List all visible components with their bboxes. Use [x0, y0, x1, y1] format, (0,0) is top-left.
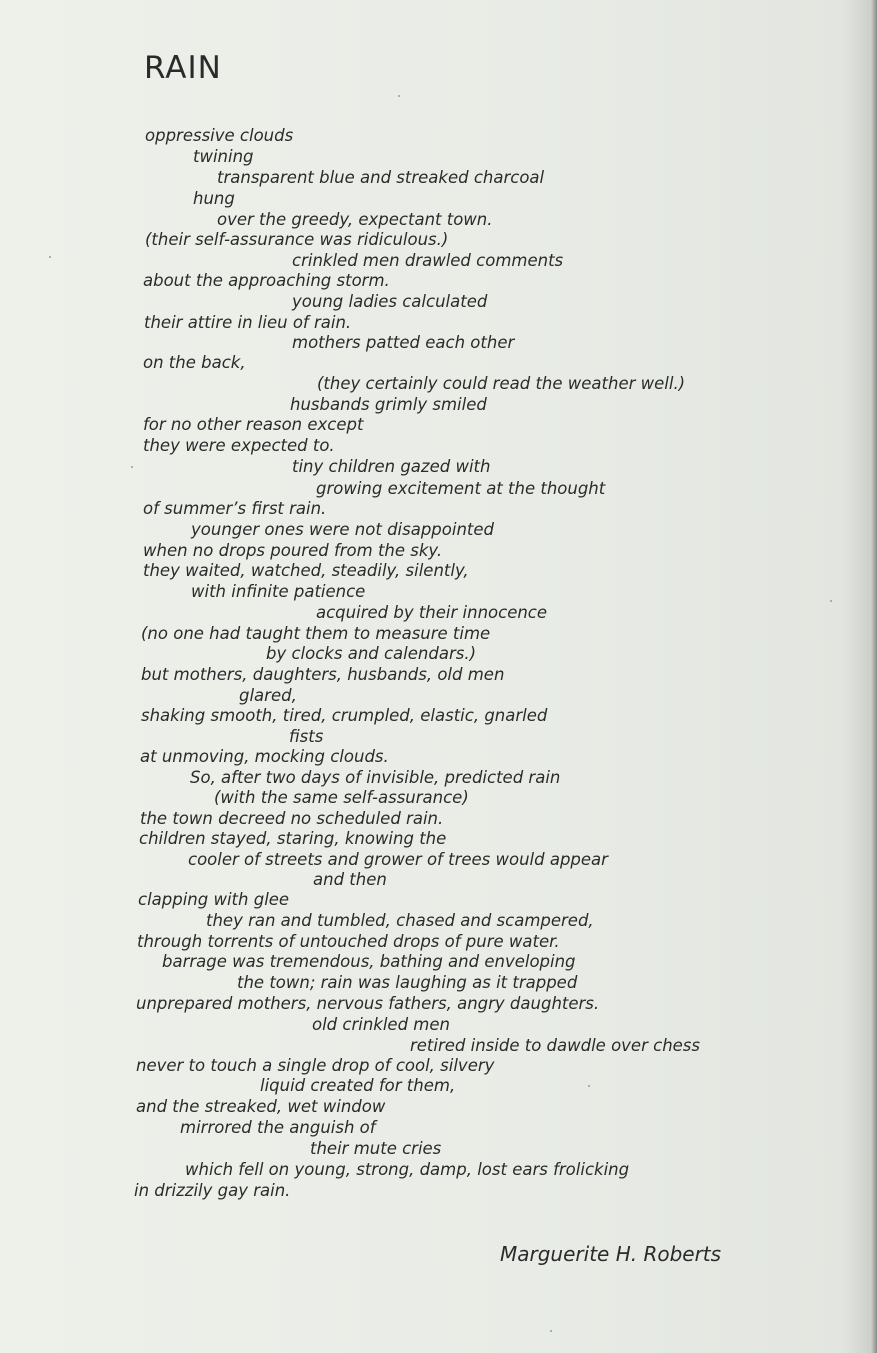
poem-line: the town decreed no scheduled rain.	[140, 809, 444, 828]
poem-line: and then	[313, 870, 387, 889]
poem-line: in drizzily gay rain.	[134, 1181, 291, 1200]
poem-line: children stayed, staring, knowing the	[139, 829, 447, 848]
poem-line: mothers patted each other	[292, 333, 515, 352]
poem-line: (their self-assurance was ridiculous.)	[145, 230, 449, 249]
poem-line: the town; rain was laughing as it trapped	[237, 973, 578, 992]
poem-line: at unmoving, mocking clouds.	[140, 747, 389, 766]
poem-line: acquired by their innocence	[316, 603, 548, 622]
poem-line: on the back,	[143, 353, 246, 372]
poem-line: through torrents of untouched drops of pure water.	[137, 932, 560, 951]
poem-line: tiny children gazed with	[292, 457, 491, 476]
poem-line: never to touch a single drop of cool, silvery	[136, 1056, 495, 1075]
poem-line: of summer’s first rain.	[143, 499, 327, 518]
poem-line: their mute cries	[310, 1139, 442, 1158]
poem-line: they ran and tumbled, chased and scampered,	[206, 911, 594, 930]
paper-speck	[588, 1085, 590, 1087]
poem-line: their attire in lieu of rain.	[144, 313, 352, 332]
poem-line: younger ones were not disappointed	[191, 520, 495, 539]
poem-line: retired inside to dawdle over chess	[410, 1036, 700, 1055]
paper-speck	[830, 600, 832, 602]
paper-speck	[49, 256, 51, 258]
poem-line: glared,	[239, 686, 297, 705]
poem-line: So, after two days of invisible, predicted rain	[190, 768, 561, 787]
poem-line: about the approaching storm.	[143, 271, 390, 290]
paper-speck	[131, 466, 133, 468]
poem-line: old crinkled men	[312, 1015, 450, 1034]
poem-line: young ladies calculated	[292, 292, 488, 311]
poem-line: transparent blue and streaked charcoal	[217, 168, 545, 187]
poem-line: over the greedy, expectant town.	[217, 210, 493, 229]
poem-line: when no drops poured from the sky.	[143, 541, 443, 560]
poem-line: fists	[289, 727, 324, 746]
poem-line: by clocks and calendars.)	[266, 644, 477, 663]
poem-line: they were expected to.	[143, 436, 335, 455]
poem-line: husbands grimly smiled	[290, 395, 487, 414]
poem-line: they waited, watched, steadily, silently,	[143, 561, 469, 580]
poem-line: and the streaked, wet window	[136, 1097, 386, 1116]
poem-line: crinkled men drawled comments	[292, 251, 564, 270]
poem-line: (no one had taught them to measure time	[141, 624, 491, 643]
poem-line: (they certainly could read the weather well.)	[317, 374, 686, 393]
poem-line: mirrored the anguish of	[180, 1118, 376, 1137]
paper-speck	[398, 95, 400, 97]
poem-line: which fell on young, strong, damp, lost ears frolicking	[185, 1160, 630, 1179]
poem-line: with infinite patience	[191, 582, 366, 601]
poem-line: unprepared mothers, nervous fathers, angry daughters.	[136, 994, 600, 1013]
poem-line: liquid created for them,	[260, 1076, 456, 1095]
poem-line: oppressive clouds	[145, 126, 294, 145]
poem-line: clapping with glee	[138, 890, 290, 909]
poem-line: hung	[193, 189, 235, 208]
poem-line: cooler of streets and grower of trees would appear	[188, 850, 608, 869]
paper-speck	[550, 1330, 552, 1332]
poem-line: but mothers, daughters, husbands, old men	[141, 665, 505, 684]
poem-line: (with the same self-assurance)	[214, 788, 469, 807]
author-signature: Marguerite H. Roberts	[500, 1242, 722, 1266]
poem-line: growing excitement at the thought	[316, 479, 606, 498]
page-edge-shadow	[871, 0, 877, 1353]
poem-line: for no other reason except	[143, 415, 364, 434]
poem-line: twining	[193, 147, 254, 166]
poem-line: barrage was tremendous, bathing and enveloping	[162, 952, 576, 971]
poem-line: shaking smooth, tired, crumpled, elastic, gnarled	[141, 706, 548, 725]
poem-title: RAIN	[144, 50, 222, 86]
